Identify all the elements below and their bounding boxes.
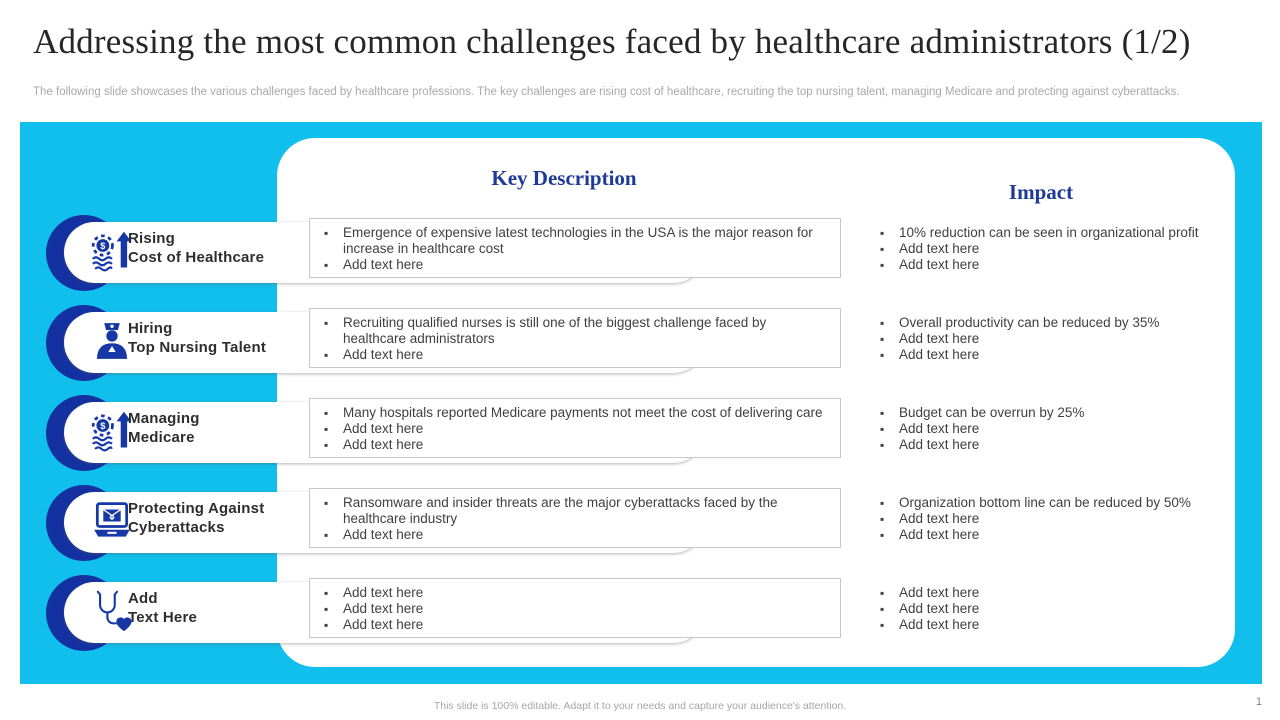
description-bullet: ▪ Add text here [316,437,832,453]
impact-list [878,495,1208,544]
slide-title: Addressing the most common challenges faced by healthcare administrators (1/2) [33,22,1191,61]
challenge-label-line1: Add [128,590,158,607]
challenge-row-placeholder [20,572,1262,662]
challenge-label-line1: Protecting Against [128,500,265,517]
challenge-label [128,319,313,357]
description-bullet: ▪ Add text here [316,347,832,363]
description-bullet: ▪ Add text here [316,585,832,601]
description-box [309,218,841,278]
challenge-label [128,409,313,447]
description-bullet: ▪ Add text here [316,527,832,543]
description-bullet: ▪ Emergence of expensive latest technologies in the USA is the major reason for increase in healthcare cost [316,225,832,257]
svg-text:$: $ [100,240,106,251]
page-number: 1 [1255,696,1262,708]
impact-bullet: ▪ Add text here [878,617,1208,633]
impact-bullet: ▪ Add text here [878,585,1208,601]
description-bullet: ▪ Many hospitals reported Medicare payments not meet the cost of delivering care [316,405,832,421]
challenge-label [128,499,313,537]
challenge-row-managing-medicare [20,392,1262,482]
description-bullet: ▪ Add text here [316,257,832,273]
impact-bullet: ▪ Add text here [878,257,1208,273]
svg-text:$: $ [100,420,106,431]
challenge-label-line1: Managing [128,410,200,427]
impact-bullet: ▪ Overall productivity can be reduced by 35% [878,315,1208,331]
description-bullet: ▪ Add text here [316,601,832,617]
challenge-label-line2: Top Nursing Talent [128,339,267,356]
description-box [309,578,841,638]
description-bullet: ▪ Recruiting qualified nurses is still one of the biggest challenge faced by healthcare administrators [316,315,832,347]
challenge-label-line1: Rising [128,230,176,247]
challenge-row-cyberattacks [20,482,1262,572]
impact-bullet: ▪ Add text here [878,437,1208,453]
impact-list [878,225,1208,274]
impact-list [878,405,1208,454]
description-box [309,398,841,458]
challenge-label-line2: Cost of Healthcare [128,249,265,266]
impact-bullet: ▪ Add text here [878,527,1208,543]
impact-list [878,585,1208,634]
impact-bullet: ▪ Add text here [878,601,1208,617]
slide-subtitle: The following slide showcases the various challenges faced by healthcare professions. The key challenges are rising cost of healthcare, recruiting the top nursing talent, managing Medicare and protecting against cyberattacks. [33,86,1180,98]
challenge-label [128,229,313,267]
challenge-label [128,589,313,627]
description-bullet: ▪ Ransomware and insider threats are the major cyberattacks faced by the healthcare industry [316,495,832,527]
challenge-label-line2: Medicare [128,429,195,446]
challenge-label-line1: Hiring [128,320,173,337]
impact-bullet: ▪ Add text here [878,421,1208,437]
impact-bullet: ▪ 10% reduction can be seen in organizational profit [878,225,1208,241]
impact-list [878,315,1208,364]
impact-bullet: ▪ Add text here [878,241,1208,257]
impact-bullet: ▪ Budget can be overrun by 25% [878,405,1208,421]
challenge-label-line2: Text Here [128,609,198,626]
slide-footer: This slide is 100% editable. Adapt it to your needs and capture your audience's attention. [433,700,847,712]
impact-bullet: ▪ Add text here [878,511,1208,527]
impact-bullet: ▪ Organization bottom line can be reduced by 50% [878,495,1208,511]
description-bullet: ▪ Add text here [316,421,832,437]
description-box [309,488,841,548]
challenge-row-rising-cost [20,212,1262,302]
impact-header: Impact [1008,180,1074,204]
key-description-header: Key Description [491,166,637,190]
challenge-row-hiring-nurses [20,302,1262,392]
description-bullet: ▪ Add text here [316,617,832,633]
description-box [309,308,841,368]
content-panel [20,122,1262,684]
impact-bullet: ▪ Add text here [878,347,1208,363]
challenge-label-line2: Cyberattacks [128,519,225,536]
impact-bullet: ▪ Add text here [878,331,1208,347]
